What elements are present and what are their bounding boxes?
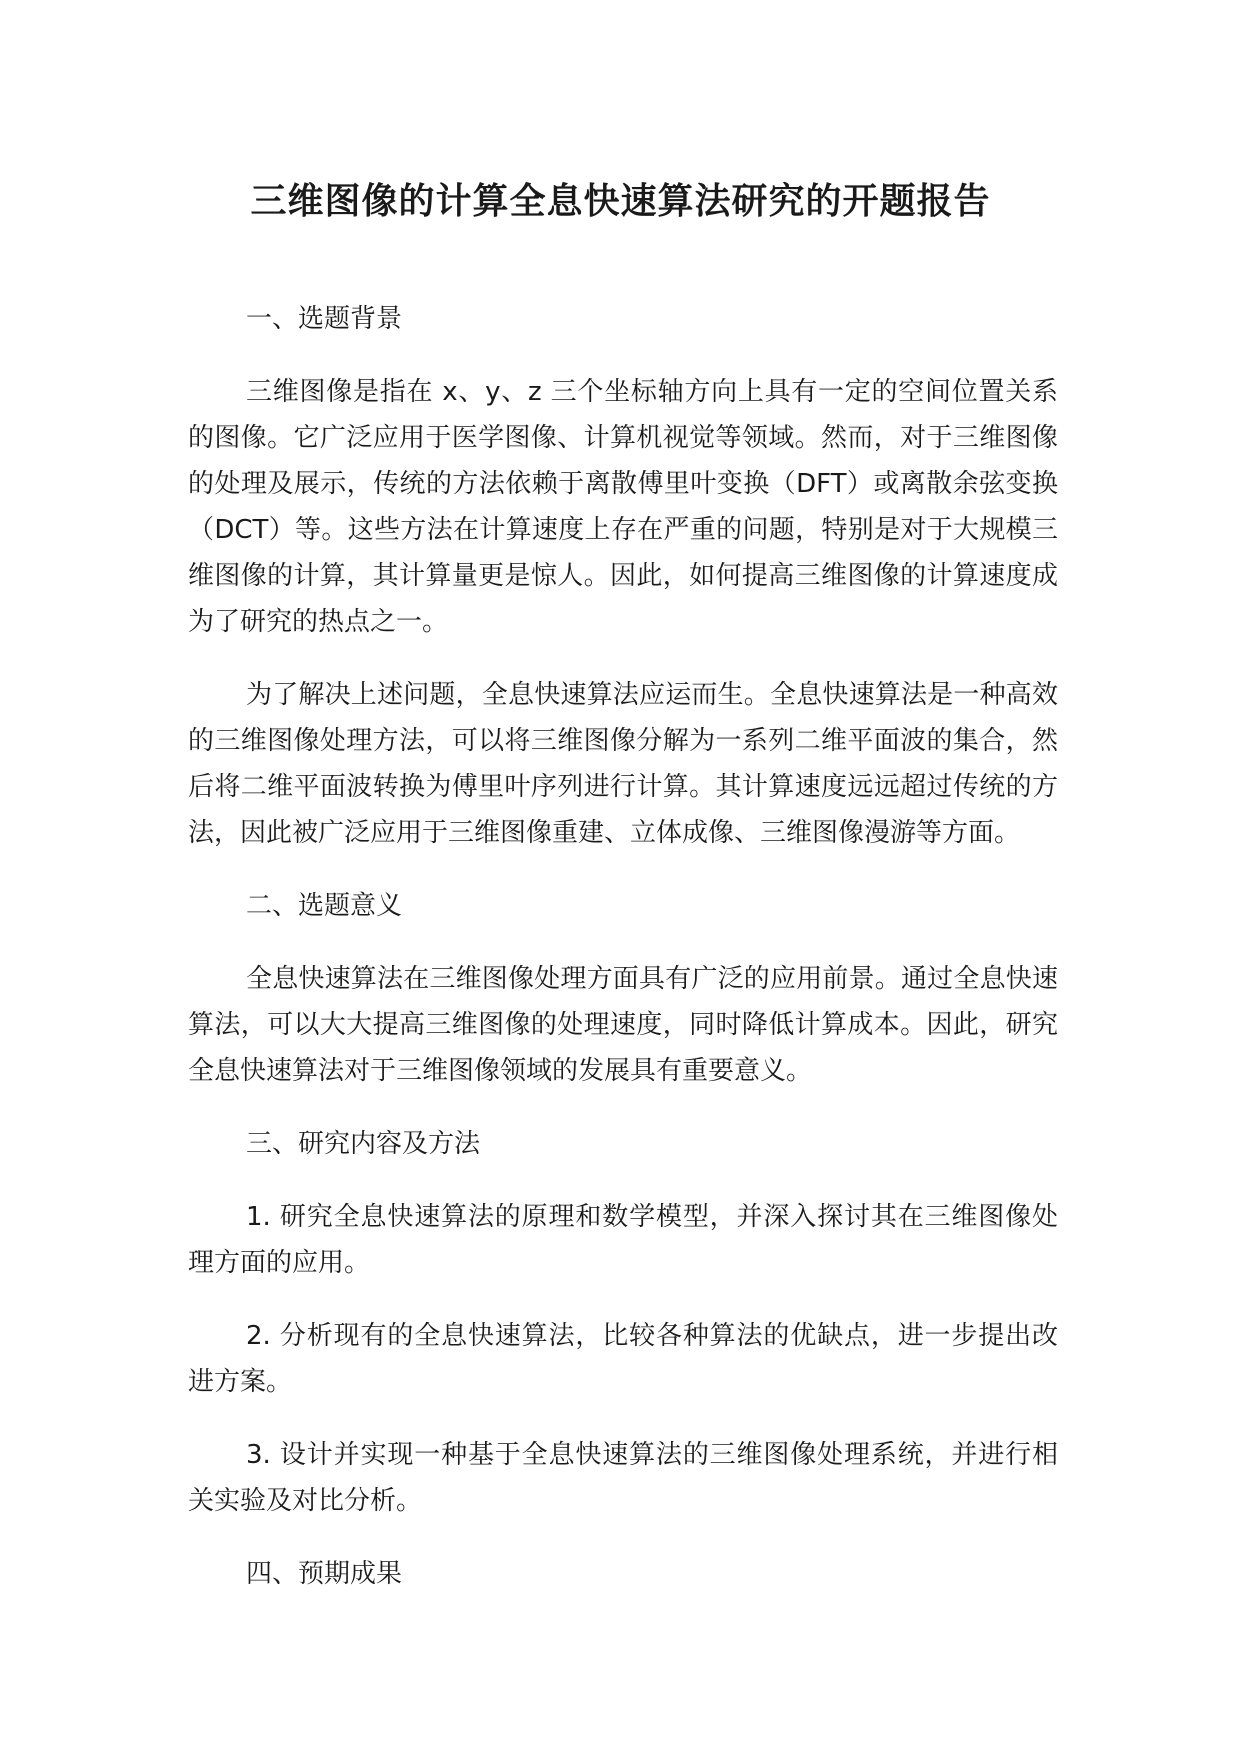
section-heading-background: 一、选题背景: [246, 304, 403, 334]
paragraph-significance-1: 全息快速算法在三维图像处理方面具有广泛的应用前景。通过全息快速算法，可以大大提高三维图像的处理速度，同时降低计算成本。因此，研究全息快速算法对于三维图像领域的发展具有重要意义。: [188, 964, 1058, 1086]
section-heading-content: 三、研究内容及方法: [246, 1129, 481, 1159]
list-item-content-3: 3. 设计并实现一种基于全息快速算法的三维图像处理系统，并进行相关实验及对比分析。: [188, 1440, 1058, 1516]
document-title: 三维图像的计算全息快速算法研究的开题报告: [250, 181, 991, 222]
list-item-content-1: 1. 研究全息快速算法的原理和数学模型，并深入探讨其在三维图像处理方面的应用。: [188, 1202, 1058, 1278]
list-item-content-2: 2. 分析现有的全息快速算法，比较各种算法的优缺点，进一步提出改进方案。: [188, 1321, 1058, 1397]
document-body: [188, 296, 1058, 1624]
paragraph-background-1: 三维图像是指在 x、y、z 三个坐标轴方向上具有一定的空间位置关系的图像。它广泛应用于医学图像、计算机视觉等领域。然而，对于三维图像的处理及展示，传统的方法依赖于离散傅里叶变换（DFT）或离散余弦变换（DCT）等。这些方法在计算速度上存在严重的问题，特别是对于大规模三维图像的计算，其计算量更是惊人。因此，如何提高三维图像的计算速度成为了研究的热点之一。: [188, 377, 1058, 637]
section-heading-significance: 二、选题意义: [246, 891, 403, 921]
section-heading-outcomes: 四、预期成果: [246, 1559, 403, 1589]
paragraph-background-2: 为了解决上述问题，全息快速算法应运而生。全息快速算法是一种高效的三维图像处理方法，可以将三维图像分解为一系列二维平面波的集合，然后将二维平面波转换为傅里叶序列进行计算。其计算速度远远超过传统的方法，因此被广泛应用于三维图像重建、立体成像、三维图像漫游等方面。: [188, 680, 1058, 848]
